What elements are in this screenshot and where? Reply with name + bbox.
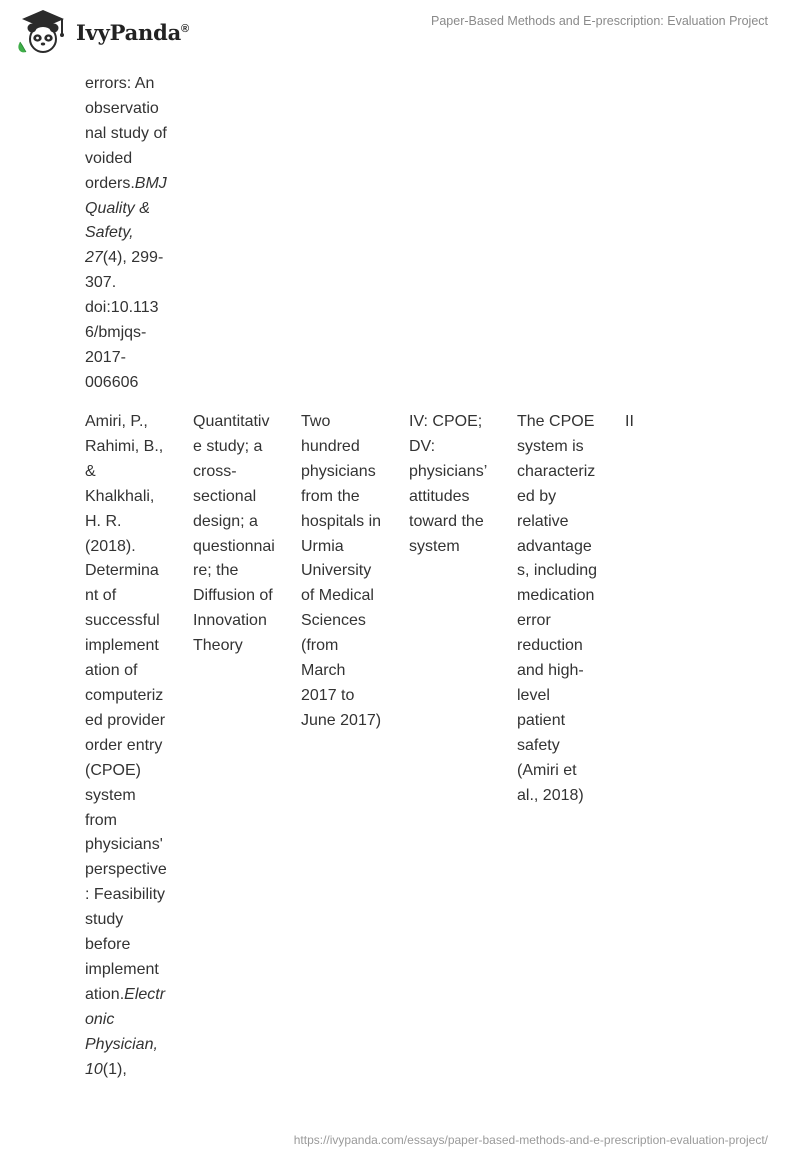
citation-text: order entry <box>85 736 163 754</box>
citation-italic-text: Quality & <box>85 199 150 217</box>
citation-text: Amiri, P., <box>85 413 148 430</box>
cell-line: al., 2018) <box>517 786 584 804</box>
variables-cell-amiri <box>409 410 509 559</box>
citation-cell-previous <box>85 72 185 396</box>
cell-line: The CPOE <box>517 413 595 430</box>
citation-line <box>85 709 185 734</box>
citation-italic-text: BMJ <box>134 174 167 192</box>
cell-line: Theory <box>193 637 243 655</box>
cell-line: ed by <box>517 487 557 505</box>
cell-line: from the <box>301 487 360 505</box>
cell-line: reduction <box>517 637 583 655</box>
citation-line <box>85 410 185 435</box>
citation-text: system <box>85 786 136 804</box>
page-header <box>0 0 800 64</box>
sample-cell-amiri <box>301 410 401 734</box>
citation-text: & <box>85 462 96 480</box>
cell-line: and high- <box>517 662 584 680</box>
citation-line <box>85 784 185 809</box>
cell-line: (Amiri et <box>517 761 577 779</box>
citation-text: (2018). <box>85 537 136 555</box>
citation-line <box>85 1033 185 1058</box>
citation-text: nal study of <box>85 124 167 142</box>
citation-text: perspective <box>85 861 167 879</box>
cell-line: IV: CPOE; <box>409 413 483 430</box>
citation-text: orders. <box>85 174 135 192</box>
cell-line: level <box>517 686 550 704</box>
citation-italic-text: Physician, <box>85 1035 158 1053</box>
source-url[interactable]: https://ivypanda.com/essays/paper-based-methods-and-e-prescription-evaluation-project/ <box>293 1133 768 1147</box>
cell-line: June 2017) <box>301 711 382 729</box>
citation-text: Khalkhali, <box>85 487 155 505</box>
design-cell-amiri <box>193 410 293 659</box>
brand-name: IvyPanda® <box>76 19 189 45</box>
citation-line <box>85 435 185 460</box>
citation-italic-text: Electr <box>124 985 166 1003</box>
citation-text: 307. <box>85 274 117 292</box>
citation-italic-text: Safety, <box>85 224 134 242</box>
cell-line: hospitals in <box>301 512 382 530</box>
cell-line: medication <box>517 587 595 605</box>
registered-mark: ® <box>181 22 189 35</box>
citation-text: from <box>85 811 117 829</box>
citation-line <box>85 933 185 958</box>
citation-text: ed provider <box>85 711 166 729</box>
citation-text: H. R. <box>85 512 122 530</box>
citation-text: implement <box>85 960 159 978</box>
cell-line: (from <box>301 637 339 655</box>
citation-line <box>85 510 185 535</box>
document-title: Paper-Based Methods and E-prescription: Evaluation Project <box>431 14 768 28</box>
citation-text: ation. <box>85 985 125 1003</box>
cell-line: DV: <box>409 437 436 455</box>
citation-line <box>85 321 185 346</box>
cell-line: toward the <box>409 512 484 530</box>
citation-text: physicians' <box>85 836 163 854</box>
cell-line: March <box>301 662 346 680</box>
citation-line <box>85 883 185 908</box>
citation-line <box>85 634 185 659</box>
cell-line: e study; a <box>193 437 263 455</box>
citation-text: before <box>85 936 131 954</box>
citation-italic-text: 10 <box>85 1060 103 1078</box>
cell-line: hundred <box>301 437 360 455</box>
citation-text: 006606 <box>85 373 139 391</box>
cell-line: Sciences <box>301 612 366 630</box>
citation-line <box>85 584 185 609</box>
citation-line <box>85 1008 185 1033</box>
citation-text: implement <box>85 637 159 655</box>
citation-line <box>85 172 185 197</box>
cell-line: of Medical <box>301 587 374 605</box>
citation-line <box>85 858 185 883</box>
citation-line <box>85 535 185 560</box>
ivypanda-logo[interactable] <box>14 8 189 56</box>
cell-line: advantage <box>517 537 592 555</box>
citation-line <box>85 460 185 485</box>
citation-line <box>85 734 185 759</box>
cell-line: patient <box>517 711 566 729</box>
citation-text: (1), <box>102 1060 127 1078</box>
citation-text: computeriz <box>85 686 164 704</box>
citation-text: 2017- <box>85 348 126 366</box>
citation-cell-amiri <box>85 410 185 1082</box>
citation-text: successful <box>85 612 160 630</box>
cell-line: attitudes <box>409 487 470 505</box>
cell-line: 2017 to <box>301 686 355 704</box>
citation-line <box>85 759 185 784</box>
citation-line <box>85 1058 185 1083</box>
citation-line <box>85 983 185 1008</box>
cell-line: safety <box>517 736 560 754</box>
citation-line <box>85 659 185 684</box>
cell-line: re; the <box>193 562 239 580</box>
cell-line: sectional <box>193 487 257 505</box>
cell-line: cross- <box>193 462 237 480</box>
cell-line: design; a <box>193 512 258 530</box>
panda-graduate-icon <box>14 8 72 56</box>
citation-line <box>85 485 185 510</box>
citation-line <box>85 559 185 584</box>
citation-text: (4), 299- <box>102 249 164 267</box>
cell-line: Two <box>301 413 331 430</box>
citation-text: observatio <box>85 99 159 117</box>
cell-line: error <box>517 612 551 630</box>
citation-line <box>85 97 185 122</box>
citation-text: : Feasibility <box>85 886 166 904</box>
citation-line <box>85 609 185 634</box>
citation-text: doi:10.113 <box>85 299 159 317</box>
cell-line: Innovation <box>193 612 267 630</box>
cell-line: s, including <box>517 562 598 580</box>
citation-text: 6/bmjqs- <box>85 324 147 342</box>
citation-line <box>85 684 185 709</box>
citation-text: study <box>85 911 124 929</box>
citation-line <box>85 271 185 296</box>
evidence-level-cell-amiri <box>625 410 675 435</box>
citation-line <box>85 371 185 396</box>
citation-line <box>85 122 185 147</box>
cell-line: II <box>625 413 634 430</box>
citation-italic-text: 27 <box>85 249 103 267</box>
cell-line: physicians <box>301 462 376 480</box>
citation-line <box>85 833 185 858</box>
citation-text: ation of <box>85 662 138 680</box>
cell-line: system is <box>517 437 584 455</box>
citation-line <box>85 221 185 246</box>
cell-line: physicians’ <box>409 462 488 480</box>
citation-line <box>85 346 185 371</box>
citation-text: voided <box>85 149 133 167</box>
citation-text: Rahimi, B., <box>85 437 164 455</box>
cell-line: Quantitativ <box>193 413 270 430</box>
citation-line <box>85 246 185 271</box>
citation-line <box>85 147 185 172</box>
cell-line: Urmia <box>301 537 344 555</box>
citation-text: Determina <box>85 562 159 580</box>
citation-line <box>85 72 185 97</box>
findings-cell-amiri <box>517 410 617 809</box>
citation-line <box>85 197 185 222</box>
cell-line: characteriz <box>517 462 596 480</box>
citation-line <box>85 809 185 834</box>
cell-line: Diffusion of <box>193 587 273 605</box>
citation-text: (CPOE) <box>85 761 141 779</box>
cell-line: system <box>409 537 460 555</box>
citation-line <box>85 958 185 983</box>
citation-text: errors: An <box>85 75 155 92</box>
citation-text: nt of <box>85 587 117 605</box>
citation-italic-text: onic <box>85 1010 115 1028</box>
cell-line: relative <box>517 512 569 530</box>
cell-line: questionnai <box>193 537 275 555</box>
cell-line: University <box>301 562 372 580</box>
citation-line <box>85 296 185 321</box>
citation-line <box>85 908 185 933</box>
